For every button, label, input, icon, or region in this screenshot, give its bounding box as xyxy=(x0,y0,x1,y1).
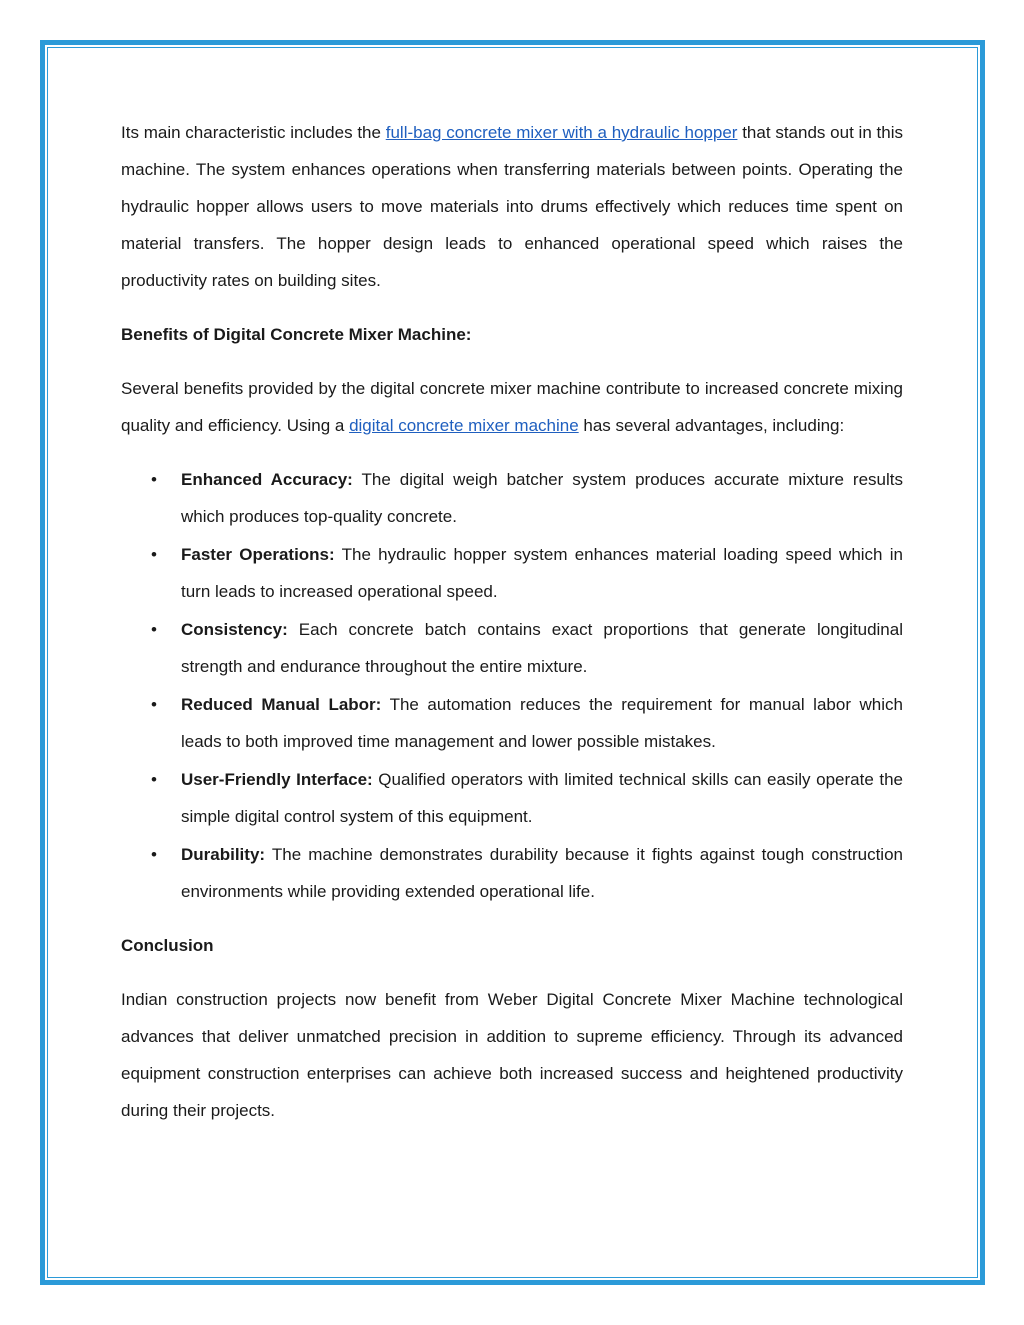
list-item xyxy=(121,461,903,535)
benefit-title: Faster Operations: xyxy=(181,545,335,564)
benefit-title: Enhanced Accuracy: xyxy=(181,470,353,489)
benefit-text: The automation reduces the requirement for manual labor which leads to both improved time management and lower possible mistakes. xyxy=(181,695,903,751)
list-item xyxy=(121,686,903,760)
bullet-icon: • xyxy=(151,470,157,489)
benefit-text: The digital weigh batcher system produces accurate mixture results which produces top-quality concrete. xyxy=(181,470,903,526)
benefits-list xyxy=(121,461,903,910)
benefits-intro-before: Several benefits provided by the digital concrete mixer machine contribute to increased concrete mixing quality and efficiency. Using a xyxy=(121,379,903,435)
list-item xyxy=(121,761,903,835)
conclusion-heading: Conclusion xyxy=(121,936,214,955)
bullet-icon: • xyxy=(151,695,157,714)
bullet-icon: • xyxy=(151,545,157,564)
benefit-text: The machine demonstrates durability because it fights against tough construction environments while providing extended operational life. xyxy=(181,845,903,901)
full-bag-mixer-link[interactable]: full-bag concrete mixer with a hydraulic hopper xyxy=(385,123,738,142)
benefits-intro-after: has several advantages, including: xyxy=(578,416,845,435)
bullet-icon: • xyxy=(151,620,157,639)
digital-mixer-link[interactable]: digital concrete mixer machine xyxy=(349,416,579,435)
benefit-title: Durability: xyxy=(181,845,266,864)
list-item xyxy=(121,536,903,610)
conclusion-paragraph: Indian construction projects now benefit from Weber Digital Concrete Mixer Machine technological advances that deliver unmatched precision in addition to supreme efficiency. Through its advanced equipment construction enterprises can achieve both increased success and heightened productivity during their projects. xyxy=(121,990,903,1120)
intro-text-after: that stands out in this machine. The system enhances operations when transferring materials between points. Operating the hydraulic hopper allows users to move materials into drums effectively which reduces time spent on material transfers. The hopper design leads to enhanced operational speed which raises the productivity rates on building sites. xyxy=(121,123,903,290)
bullet-icon: • xyxy=(151,845,157,864)
benefit-text: Qualified operators with limited technical skills can easily operate the simple digital control system of this equipment. xyxy=(181,770,903,826)
benefits-heading: Benefits of Digital Concrete Mixer Machine: xyxy=(121,325,472,344)
intro-text-before: Its main characteristic includes the xyxy=(121,123,386,142)
benefit-text: The hydraulic hopper system enhances material loading speed which in turn leads to increased operational speed. xyxy=(181,545,903,601)
intro-paragraph xyxy=(121,114,903,299)
benefits-intro-paragraph xyxy=(121,370,903,444)
document-body xyxy=(121,114,903,1129)
list-item xyxy=(121,611,903,685)
benefit-title: Reduced Manual Labor: xyxy=(181,695,382,714)
bullet-icon: • xyxy=(151,770,157,789)
benefit-text: Each concrete batch contains exact proportions that generate longitudinal strength and endurance throughout the entire mixture. xyxy=(181,620,903,676)
benefit-title: User-Friendly Interface: xyxy=(181,770,373,789)
benefit-title: Consistency: xyxy=(181,620,288,639)
list-item xyxy=(121,836,903,910)
